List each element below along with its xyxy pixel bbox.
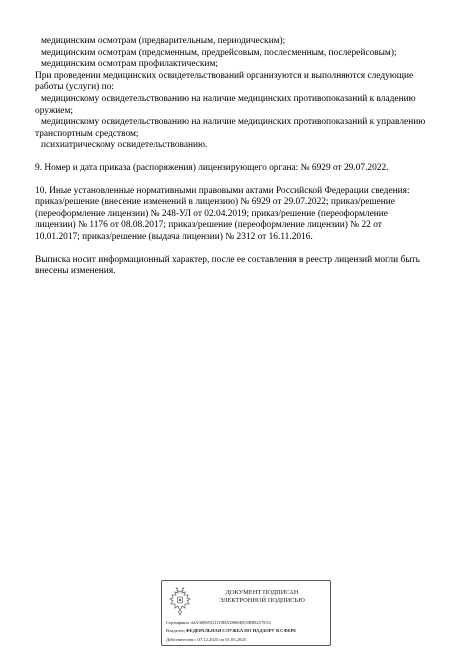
electronic-signature-stamp <box>161 580 331 646</box>
section-10 <box>35 186 445 244</box>
certificate-line: Сертификат 44A36985521I10BAD860I0C8B88257E33 <box>166 620 271 625</box>
owner-line: Владелец ФЕДЕРАЛЬНАЯ СЛУЖБА ПО НАДЗОРУ В СФЕРЕ <box>166 628 297 634</box>
stamp-details <box>166 619 331 644</box>
body-text: Выписка носит информационный характер, после ее составления в реестр лицензий могли быть <box>35 254 420 265</box>
list-item: медицинским осмотрам (предварительным, периодическим); <box>41 36 286 46</box>
body-text: внесены изменения. <box>35 266 116 277</box>
validity-line: Действителен с 07.12.2023 по 01.03.2025 <box>166 636 246 642</box>
coat-of-arms-icon <box>167 587 193 617</box>
document-body <box>35 36 445 278</box>
body-text: транспортным средством; <box>35 128 139 139</box>
body-text: При проведении медицинских освидетельствований организуются и выполняются следующие <box>35 70 414 81</box>
section-9: 9. Номер и дата приказа (распоряжения) лицензирующего органа: № 6929 от 29.07.2022. <box>35 162 389 173</box>
body-text: лицензии) № 1176 от 08.08.2017; приказ/решение (переоформление лицензии) № 22 от <box>35 220 382 231</box>
list-item: медицинскому освидетельствованию на наличие медицинских противопоказаний к управлению <box>41 117 426 128</box>
list-item: медицинским осмотрам (предсменным, предрейсовым, послесменным, послерейсовым); <box>41 47 397 58</box>
body-text: (переоформление лицензии) № 248-УЛ от 02.04.2019; приказ/решение (переоформление <box>35 208 388 219</box>
list-item: психиатрическому освидетельствованию. <box>41 140 208 151</box>
body-text: 10.01.2017; приказ/решение (выдача лицензии) № 2312 от 16.11.2016. <box>35 231 313 242</box>
body-text: 10. Иные установленные нормативными правовыми актами Российской Федерации сведения: <box>35 185 410 196</box>
body-text: работы (услуги) по: <box>35 82 114 93</box>
stamp-title: ДОКУМЕНТ ПОДПИСАН ЭЛЕКТРОННОЙ ПОДПИСЬЮ <box>219 589 305 604</box>
list-item: медицинскому освидетельствованию на наличие медицинских противопоказаний к владению <box>41 93 416 104</box>
disclaimer-note <box>35 255 445 278</box>
body-text: приказ/решение (внесение изменений в лицензию) № 6929 от 29.07.2022; приказ/решение <box>35 197 395 208</box>
body-text: оружием; <box>35 105 74 116</box>
list-item: медицинским осмотрам профилактическим; <box>41 59 218 70</box>
